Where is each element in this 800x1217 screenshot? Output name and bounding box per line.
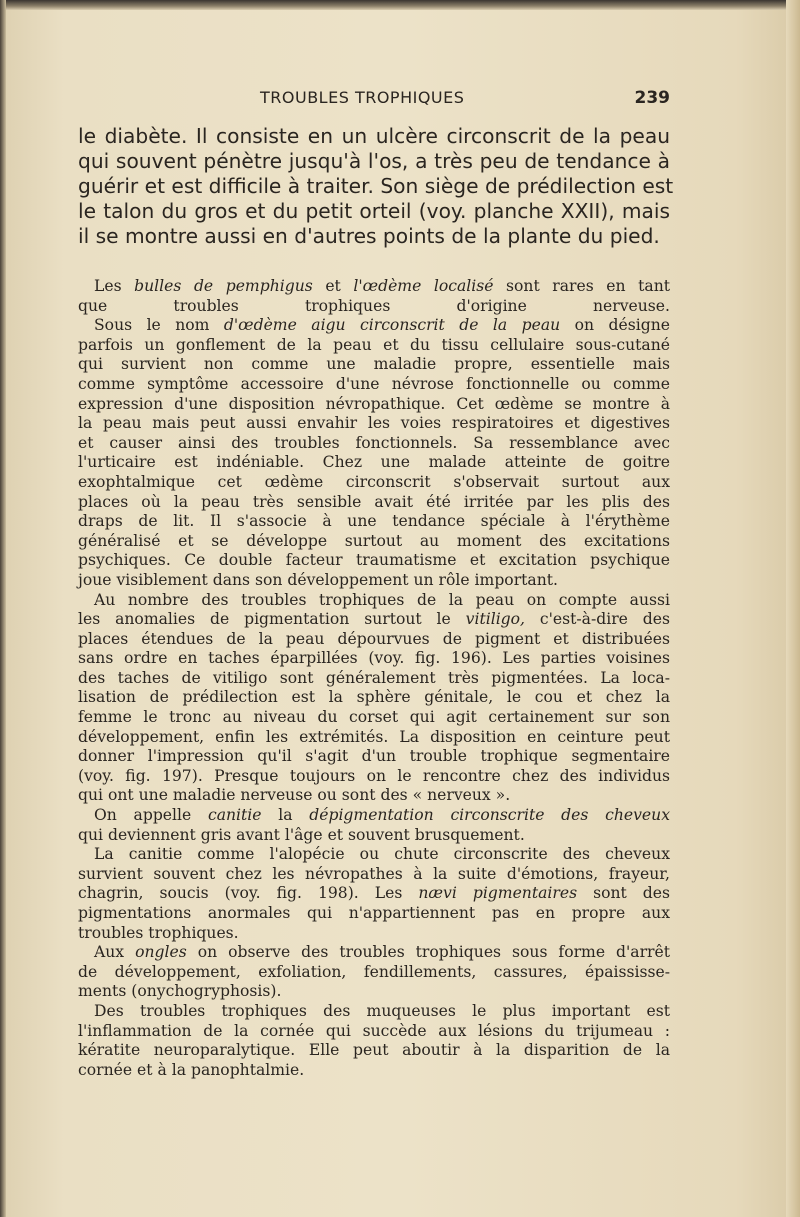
text-line bbox=[78, 924, 670, 944]
text-run: on observe des troubles trophiques sous forme d'arrêt bbox=[186, 943, 670, 962]
text-line bbox=[78, 806, 670, 826]
running-title: TROUBLES TROPHIQUES bbox=[260, 88, 465, 107]
text-run: de développement, exfoliation, fendillements, cassures, épaississe- bbox=[78, 962, 670, 981]
text-run: ments (onychogryphosis). bbox=[78, 982, 282, 1001]
italic-term: vitiligo, bbox=[465, 610, 526, 629]
text-run: pigmentations anormales qui n'appartiennent pas en propre aux bbox=[78, 904, 670, 922]
text-run: qui survient non comme une maladie propre, essentielle mais bbox=[78, 355, 670, 374]
text-run: (voy. fig. 197). Presque toujours on le rencontre chez des individus bbox=[78, 766, 670, 785]
text-line bbox=[78, 316, 670, 336]
text-run: psychiques. Ce double facteur traumatisme et excitation psychique bbox=[78, 551, 670, 570]
text-line bbox=[78, 395, 670, 415]
text-line: guérir et est difficile à traiter. Son siège de prédilection est bbox=[78, 174, 674, 198]
text-line bbox=[78, 277, 670, 297]
text-run: l'inflammation de la cornée qui succède aux lésions du trijumeau : bbox=[78, 1021, 670, 1040]
text-line bbox=[78, 532, 670, 552]
small-print-section bbox=[78, 277, 670, 1080]
text-run: sont des bbox=[577, 884, 671, 903]
text-line: le talon du gros et du petit orteil (voy. planche XXII), mais bbox=[78, 199, 670, 223]
text-run: troubles trophiques. bbox=[78, 923, 239, 942]
italic-term: canitie bbox=[207, 806, 262, 825]
text-run: Au nombre des troubles trophiques de la peau on compte aussi bbox=[94, 590, 670, 609]
text-run: cornée et à la panophtalmie. bbox=[78, 1060, 305, 1079]
text-run: expression d'une disposition névropathique. Cet œdème se montre à bbox=[78, 394, 670, 413]
text-line bbox=[78, 845, 670, 865]
text-run: Sous le nom bbox=[94, 316, 224, 335]
italic-term: ongles bbox=[135, 943, 187, 962]
text-line bbox=[78, 336, 670, 356]
running-header bbox=[78, 88, 670, 112]
text-line bbox=[78, 1041, 670, 1061]
text-line bbox=[78, 591, 670, 611]
text-run: La canitie comme l'alopécie ou chute circonscrite des cheveux bbox=[94, 845, 670, 864]
text-line bbox=[78, 375, 670, 395]
text-run: lisation de prédilection est la sphère génitale, le cou et chez la bbox=[78, 688, 670, 707]
text-line bbox=[78, 473, 670, 493]
text-run: places étendues de la peau dépourvues de pigment et distribuées bbox=[78, 629, 670, 648]
text-line bbox=[78, 571, 670, 591]
italic-term: dépigmentation circonscrite des cheveux bbox=[309, 806, 670, 825]
text-run: qui ont une maladie nerveuse ou sont des « nerveux ». bbox=[78, 786, 511, 805]
text-run: exophtalmique cet œdème circonscrit s'observait surtout aux bbox=[78, 472, 670, 491]
text-run: parfois un gonflement de la peau et du tissu cellulaire sous-cutané bbox=[78, 335, 670, 354]
text-line bbox=[78, 786, 670, 806]
text-line bbox=[78, 1022, 670, 1042]
page-right-edge bbox=[786, 0, 800, 1217]
text-line bbox=[78, 649, 670, 669]
text-line bbox=[78, 963, 670, 983]
text-run: Des troubles trophiques des muqueuses le plus important est bbox=[94, 1001, 670, 1020]
text-run: Aux bbox=[94, 943, 136, 962]
large-paragraph bbox=[78, 124, 674, 249]
text-run: Les bbox=[94, 277, 135, 295]
text-line bbox=[78, 551, 670, 571]
text-run: et causer ainsi des troubles fonctionnels. Sa ressemblance avec bbox=[78, 433, 670, 452]
text-run: On appelle bbox=[94, 806, 208, 825]
page-left-edge bbox=[0, 0, 6, 1217]
text-run: draps de lit. Il s'associe à une tendance spéciale à l'érythème bbox=[78, 512, 670, 531]
text-run: c'est-à-dire des bbox=[525, 610, 670, 629]
text-run: kératite neuroparalytique. Elle peut aboutir à la disparition de la bbox=[78, 1041, 670, 1060]
text-line bbox=[78, 1002, 670, 1022]
text-line: le diabète. Il consiste en un ulcère circonscrit de la peau bbox=[78, 124, 670, 148]
text-run: l'urticaire est indéniable. Chez une malade atteinte de goitre bbox=[78, 453, 670, 472]
text-run: sans ordre en taches éparpillées (voy. fig. 196). Les parties voisines bbox=[78, 649, 670, 668]
text-line bbox=[78, 355, 670, 375]
text-run: que troubles trophiques d'origine nerveuse. bbox=[78, 296, 670, 315]
text-line: qui souvent pénètre jusqu'à l'os, a très peu de tendance à bbox=[78, 149, 670, 173]
text-line bbox=[78, 493, 670, 513]
text-line bbox=[78, 414, 670, 434]
page-number: 239 bbox=[634, 88, 670, 108]
text-line bbox=[78, 512, 670, 532]
page-top-edge bbox=[0, 0, 800, 10]
text-line bbox=[78, 630, 670, 650]
italic-term: nævi pigmentaires bbox=[418, 884, 578, 903]
text-line bbox=[78, 747, 670, 767]
text-line bbox=[78, 1061, 670, 1081]
text-line bbox=[78, 865, 670, 885]
text-line bbox=[78, 826, 670, 846]
italic-term: bulles de pemphigus bbox=[134, 277, 313, 295]
text-run: des taches de vitiligo sont généralement très pigmentées. La loca- bbox=[78, 668, 670, 687]
text-run: qui deviennent gris avant l'âge et souvent brusquement. bbox=[78, 825, 525, 844]
text-run: généralisé et se développe surtout au moment des excitations bbox=[78, 531, 670, 550]
text-run: chagrin, soucis (voy. fig. 198). Les bbox=[78, 884, 419, 903]
text-line bbox=[78, 297, 670, 317]
text-run: femme le tronc au niveau du corset qui agit certainement sur son bbox=[78, 708, 670, 727]
text-run: comme symptôme accessoire d'une névrose fonctionnelle ou comme bbox=[78, 374, 670, 393]
text-run: survient souvent chez les névropathes à la suite d'émotions, frayeur, bbox=[78, 864, 670, 883]
text-line bbox=[78, 708, 670, 728]
text-run: les anomalies de pigmentation surtout le bbox=[78, 610, 466, 629]
text-run: places où la peau très sensible avait été irritée par les plis des bbox=[78, 492, 670, 511]
text-run: sont rares en tant bbox=[493, 277, 670, 295]
text-line bbox=[78, 767, 670, 787]
text-line bbox=[78, 453, 670, 473]
italic-term: l'œdème localisé bbox=[353, 277, 494, 295]
text-line bbox=[78, 982, 670, 1002]
text-line bbox=[78, 904, 670, 924]
text-run: joue visiblement dans son développement un rôle important. bbox=[78, 570, 558, 589]
text-line bbox=[78, 688, 670, 708]
text-line bbox=[78, 610, 670, 630]
text-run: la peau mais peut aussi envahir les voies respiratoires et digestives bbox=[78, 414, 670, 433]
text-line bbox=[78, 943, 670, 963]
text-line: il se montre aussi en d'autres points de la plante du pied. bbox=[78, 224, 660, 248]
text-line bbox=[78, 728, 670, 748]
text-run: la bbox=[261, 806, 310, 825]
text-run: et bbox=[312, 277, 354, 295]
text-line bbox=[78, 669, 670, 689]
text-run: développement, enfin les extrémités. La disposition en ceinture peut bbox=[78, 727, 670, 746]
text-run: on désigne bbox=[560, 316, 670, 335]
text-line bbox=[78, 434, 670, 454]
text-line bbox=[78, 884, 670, 904]
text-run: donner l'impression qu'il s'agit d'un trouble trophique segmentaire bbox=[78, 747, 670, 766]
italic-term: d'œdème aigu circonscrit de la peau bbox=[223, 316, 561, 335]
